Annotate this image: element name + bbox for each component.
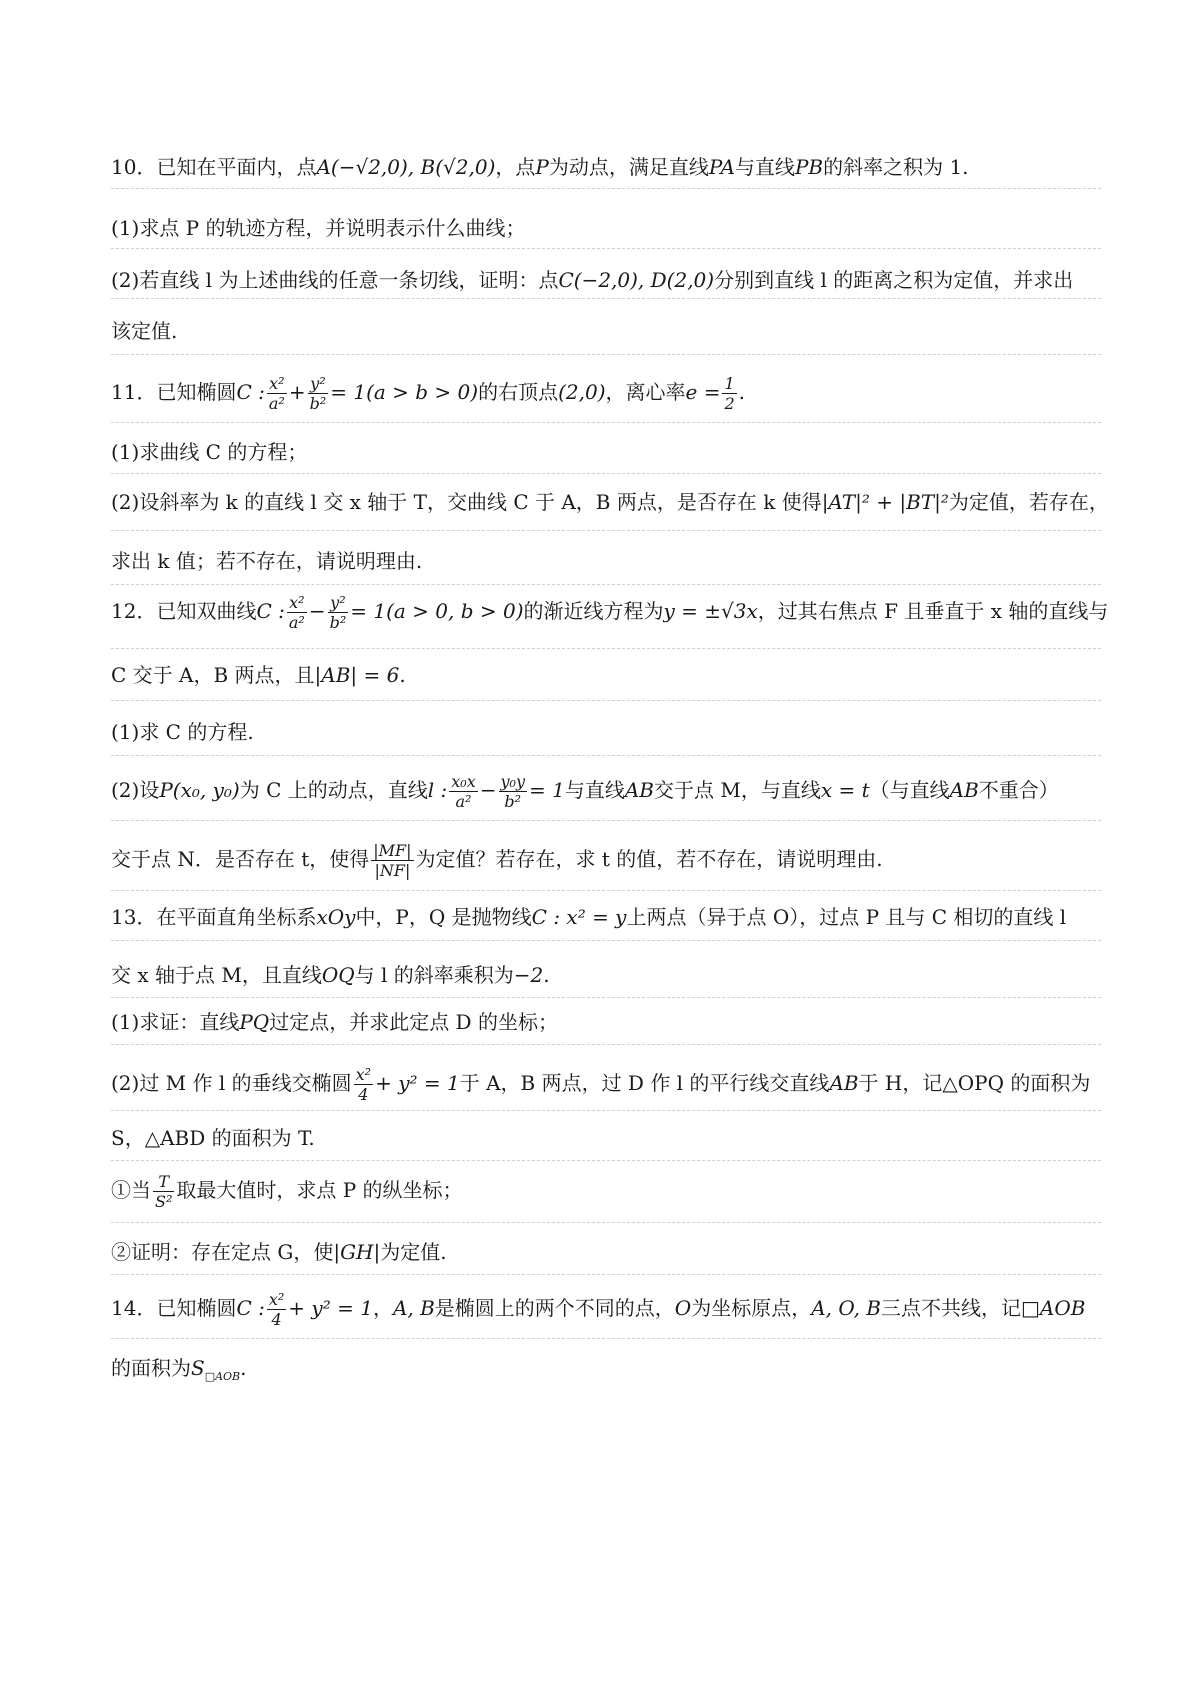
minus-sign: − — [308, 599, 326, 623]
q10-text: 为动点，满足直线 — [548, 155, 709, 179]
q14-text: 的面积为 — [111, 1356, 191, 1380]
frac-den: a² — [288, 613, 305, 632]
q14-points-aob: A, O, B — [811, 1296, 881, 1320]
q14-line-1 — [111, 1285, 1101, 1331]
dotted-rule — [111, 940, 1101, 941]
frac-num: y₀y — [500, 772, 525, 791]
q11-text: ，离心率 — [605, 380, 686, 404]
q10-text: ，点 — [495, 155, 536, 179]
q14-text: . — [240, 1356, 247, 1380]
dotted-rule — [111, 1044, 1101, 1045]
q12-frac-y — [328, 593, 349, 632]
q12-point-p: P(x₀, y₀) — [159, 778, 240, 802]
q12-asymptote: y = ±√3x — [663, 599, 758, 623]
q11-frac-half — [722, 374, 736, 413]
q12-line-1 — [111, 588, 1109, 634]
q13-frac-ellipse — [354, 1065, 373, 1104]
q10-points-cd: C(−2,0), D(2,0) — [558, 268, 715, 292]
q12-text: (2)设 — [111, 778, 160, 802]
q10-part-2-cont: 该定值. — [111, 319, 178, 343]
frac-den: b² — [329, 613, 347, 632]
q13-xoy: xOy — [316, 905, 356, 929]
q12-line-l: l : — [427, 778, 448, 802]
dotted-rule — [111, 188, 1101, 189]
q14-text: ， — [372, 1296, 393, 1320]
q14-number-text: 14．已知椭圆 — [111, 1296, 237, 1320]
q12-line-2 — [111, 660, 1101, 690]
minus-sign: − — [479, 778, 497, 802]
q12-line-ab: AB — [949, 778, 979, 802]
q10-point-p: P — [535, 155, 549, 179]
q13-text: 于 H，记△OPQ 的面积为 — [858, 1071, 1091, 1095]
frac-den: 4 — [354, 1084, 373, 1104]
q13-product-value: −2 — [513, 963, 544, 987]
frac-num: T — [158, 1172, 170, 1191]
q12-text: 为定值？若存在，求 t 的值，若不存在，请说明理由. — [415, 847, 883, 871]
dotted-rule — [111, 1274, 1101, 1275]
q13-text: 过定点，并求此定点 D 的坐标； — [269, 1010, 558, 1034]
q14-origin: O — [674, 1296, 692, 1320]
dotted-rule — [111, 755, 1101, 756]
q13-text: 上两点（异于点 O），过点 P 且与 C 相切的直线 l — [626, 905, 1067, 929]
q13-text: 中，P，Q 是抛物线 — [355, 905, 532, 929]
q13-line-oq: OQ — [321, 963, 355, 987]
q10-points: A(−√2,0), B(√2,0) — [316, 155, 496, 179]
q11-part-1: (1)求曲线 C 的方程； — [111, 440, 308, 464]
q12-line-ab: AB — [624, 778, 654, 802]
q12-text: 为 C 上的动点，直线 — [239, 778, 428, 802]
frac-num: x₀x — [451, 772, 476, 791]
dotted-rule — [111, 1160, 1101, 1161]
dotted-rule — [111, 422, 1101, 423]
frac-den: 2 — [724, 394, 735, 413]
q13-ellipse-rest: + y² = 1 — [375, 1071, 460, 1095]
q13-text: ①当 — [111, 1178, 151, 1202]
dotted-rule — [111, 997, 1101, 998]
frac-den: S² — [155, 1192, 173, 1211]
q13-line-pq: PQ — [239, 1010, 270, 1034]
dotted-rule — [111, 700, 1101, 701]
q13-text: 与 l 的斜率乘积为 — [354, 963, 514, 987]
q12-number-text: 12．已知双曲线 — [111, 599, 257, 623]
q12-text: 交于点 N．是否存在 t，使得 — [111, 847, 370, 871]
q13-text: 交 x 轴于点 M，且直线 — [111, 963, 322, 987]
q13-text: 取最大值时，求点 P 的纵坐标； — [176, 1178, 463, 1202]
q11-curve-c: C : — [236, 380, 265, 404]
q11-text: (2)设斜率为 k 的直线 l 交 x 轴于 T，交曲线 C 于 A，B 两点，是否存在 k 使得 — [111, 490, 822, 514]
q10-line-1 — [111, 152, 1101, 182]
q12-frac-y0 — [499, 772, 528, 811]
q11-e: e = — [685, 380, 721, 404]
q14-ellipse-rest: + y² = 1 — [288, 1296, 373, 1320]
q12-text: 不重合） — [978, 778, 1059, 802]
frac-num: x² — [268, 1290, 285, 1309]
q14-line-2 — [111, 1353, 1101, 1392]
q13-line-2 — [111, 960, 1101, 990]
q10-text: 分别到直线 l 的距离之积为定值，并求出 — [714, 268, 1074, 292]
frac-num: |MF| — [373, 841, 412, 860]
frac-den: b² — [309, 394, 327, 413]
q13-line-3: S，△ABD 的面积为 T. — [111, 1126, 315, 1150]
q13-line-ab: AB — [829, 1071, 859, 1095]
q14-area-sub: □AOB — [204, 1370, 241, 1383]
plus-sign: + — [288, 380, 306, 404]
q12-part-2 — [111, 767, 1101, 813]
q12-frac-x0 — [449, 772, 477, 811]
q14-text: 三点不共线，记 — [881, 1296, 1021, 1320]
q11-text: 为定值，若存在， — [948, 490, 1109, 514]
q10-part-1: (1)求点 P 的轨迹方程，并说明表示什么曲线； — [111, 216, 526, 240]
q11-part-2-cont: 求出 k 值；若不存在，请说明理由. — [111, 549, 423, 573]
frac-num: y² — [330, 593, 346, 612]
q10-number-text: 10．已知在平面内，点 — [111, 155, 317, 179]
q13-item-2 — [111, 1237, 1101, 1267]
q14-points-ab: A, B — [392, 1296, 435, 1320]
q10-text: (2)若直线 l 为上述曲线的任意一条切线，证明：点 — [111, 268, 559, 292]
frac-den: 4 — [267, 1309, 286, 1329]
q10-text: 与直线 — [734, 155, 795, 179]
q14-frac-ellipse — [267, 1290, 286, 1329]
q13-text: (1)求证：直线 — [111, 1010, 240, 1034]
q12-text: . — [399, 663, 406, 687]
q10-text: 的斜率之积为 1. — [823, 155, 969, 179]
q12-curve-c: C : — [256, 599, 285, 623]
q11-condition: = 1(a > b > 0) — [330, 380, 479, 404]
frac-den: |NF| — [371, 860, 413, 880]
frac-num: 1 — [724, 374, 735, 393]
frac-num: x² — [269, 374, 285, 393]
q13-text: 于 A，B 两点，过 D 作 l 的平行线交直线 — [459, 1071, 830, 1095]
dotted-rule — [111, 473, 1101, 474]
frac-num: x² — [289, 593, 305, 612]
dotted-rule — [111, 1222, 1101, 1223]
q14-curve-c: C : — [236, 1296, 265, 1320]
q12-text: ，过其右焦点 F 且垂直于 x 轴的直线与 — [757, 599, 1109, 623]
q11-expression: |AT|² + |BT|² — [821, 490, 949, 514]
q12-text: （与直线 — [869, 778, 950, 802]
frac-den: a² — [449, 791, 477, 811]
q13-text: (2)过 M 作 l 的垂线交椭圆 — [111, 1071, 352, 1095]
dotted-rule — [111, 248, 1101, 249]
q11-line-1 — [111, 369, 1101, 415]
q13-text: 为定值. — [380, 1240, 447, 1264]
q12-frac-x — [287, 593, 307, 632]
q13-text: ②证明：存在定点 G，使 — [111, 1240, 334, 1264]
q12-text: 的渐近线方程为 — [523, 599, 664, 623]
q13-part-2 — [111, 1060, 1101, 1106]
q12-part-1: (1)求 C 的方程. — [111, 720, 254, 744]
dotted-rule — [111, 298, 1101, 299]
q11-frac-y — [308, 374, 329, 413]
q13-number-text: 13．在平面直角坐标系 — [111, 905, 317, 929]
q12-text: 交于点 M，与直线 — [653, 778, 821, 802]
q12-condition: = 1(a > 0, b > 0) — [350, 599, 524, 623]
q13-frac-ts — [153, 1172, 174, 1211]
q12-equals: = 1 — [529, 778, 565, 802]
q12-frac-ratio — [371, 841, 413, 880]
q13-line-1 — [111, 902, 1101, 932]
q13-item-1 — [111, 1165, 1101, 1215]
q11-frac-x — [267, 374, 287, 413]
frac-num: y² — [310, 374, 326, 393]
q13-part-1 — [111, 1007, 1101, 1037]
frac-num: x² — [355, 1065, 372, 1084]
dotted-rule — [111, 1110, 1101, 1111]
dotted-rule — [111, 648, 1101, 649]
q14-text: 是椭圆上的两个不同的点， — [434, 1296, 675, 1320]
frac-den: a² — [268, 394, 285, 413]
dotted-rule — [111, 1338, 1101, 1339]
q10-line-pb: PB — [794, 155, 824, 179]
q12-text: C 交于 A，B 两点，且 — [111, 663, 315, 687]
q13-text: . — [543, 963, 550, 987]
q14-text: 为坐标原点， — [691, 1296, 812, 1320]
q14-triangle: □AOB — [1021, 1296, 1086, 1320]
q13-gh: |GH| — [333, 1240, 381, 1264]
frac-den: b² — [499, 791, 528, 811]
q10-part-2 — [111, 265, 1101, 295]
q12-line-xt: x = t — [820, 778, 870, 802]
dotted-rule — [111, 820, 1101, 821]
q11-vertex: (2,0) — [558, 380, 606, 404]
q10-line-pa: PA — [708, 155, 735, 179]
dotted-rule — [111, 354, 1101, 355]
q11-text: 的右顶点 — [478, 380, 559, 404]
dotted-rule — [111, 530, 1101, 531]
q12-ab-length: |AB| = 6 — [314, 663, 400, 687]
q12-line-3 — [111, 834, 1101, 884]
dotted-rule — [111, 890, 1101, 891]
q11-number-text: 11．已知椭圆 — [111, 380, 237, 404]
q11-text: . — [738, 380, 745, 404]
q14-area-s: S — [191, 1356, 205, 1380]
q11-part-2 — [111, 487, 1109, 517]
q12-text: 与直线 — [564, 778, 625, 802]
q13-parabola: C : x² = y — [531, 905, 627, 929]
dotted-rule — [111, 584, 1101, 585]
